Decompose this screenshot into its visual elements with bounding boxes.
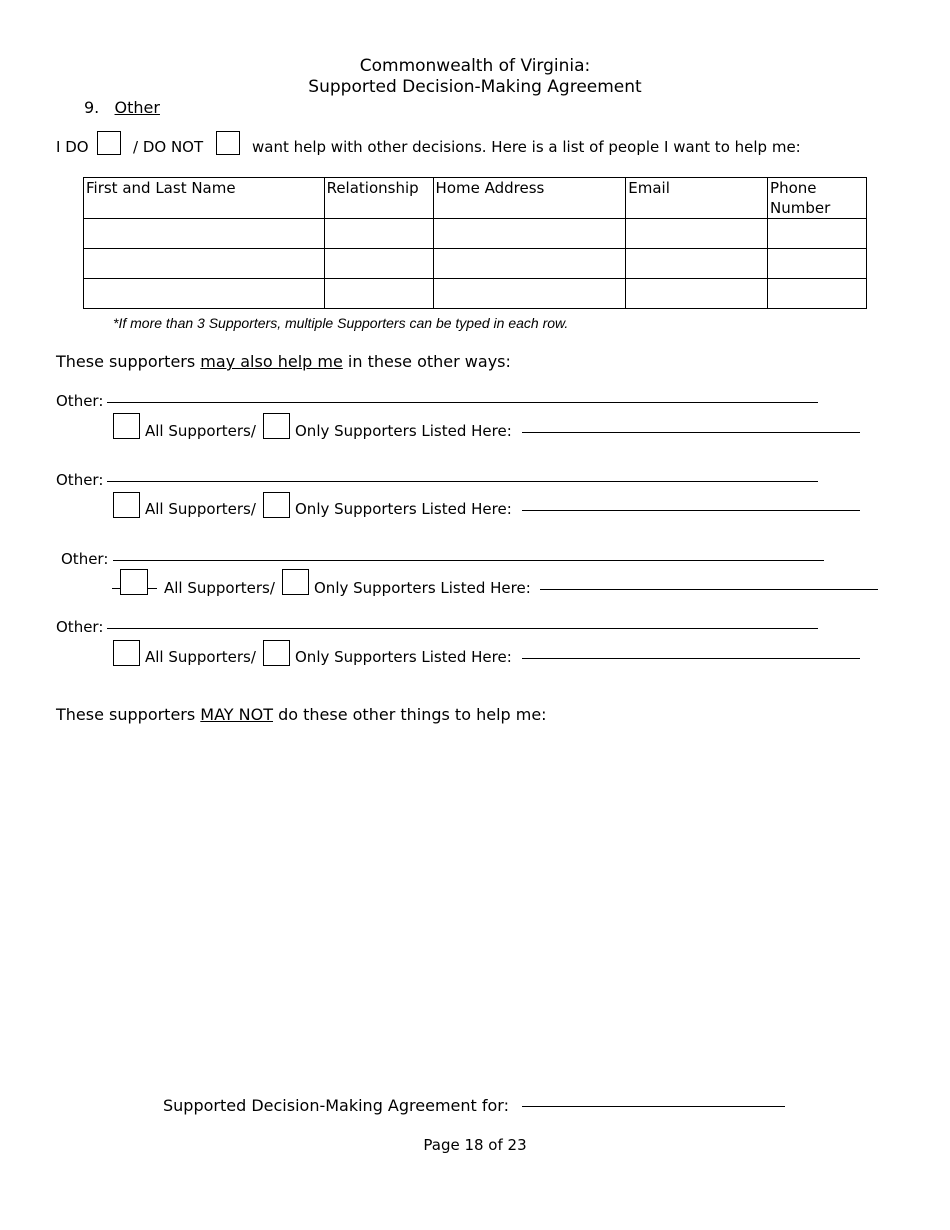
table-header-row xyxy=(84,178,867,219)
all-supporters-checkbox[interactable] xyxy=(113,413,140,439)
header-relationship: Relationship xyxy=(324,178,433,219)
only-supporters-checkbox[interactable] xyxy=(263,492,290,518)
supporters-table xyxy=(83,177,867,309)
cell-email[interactable] xyxy=(626,249,768,279)
only-supporters-label: Only Supporters Listed Here: xyxy=(295,422,512,440)
may-not-post: do these other things to help me: xyxy=(273,705,547,724)
header-address: Home Address xyxy=(433,178,626,219)
cell-email[interactable] xyxy=(626,219,768,249)
all-supporters-label: All Supporters/ xyxy=(145,422,256,440)
all-supporters-label: All Supporters/ xyxy=(145,500,256,518)
cell-address[interactable] xyxy=(433,219,626,249)
header-email: Email xyxy=(626,178,768,219)
header-name: First and Last Name xyxy=(84,178,325,219)
only-supporters-line[interactable] xyxy=(522,422,860,440)
may-not-pre: These supporters xyxy=(56,705,201,724)
cell-relationship[interactable] xyxy=(324,249,433,279)
footer-agreement-label: Supported Decision-Making Agreement for: xyxy=(163,1096,509,1115)
cell-name[interactable] xyxy=(84,249,325,279)
section-number: 9. xyxy=(84,98,100,117)
do-checkbox[interactable] xyxy=(97,131,121,155)
cell-phone[interactable] xyxy=(768,249,867,279)
other-line[interactable] xyxy=(107,392,818,410)
page-number: Page 18 of 23 xyxy=(423,1136,527,1154)
other-line[interactable] xyxy=(107,471,818,489)
header-phone: Phone Number xyxy=(768,178,867,219)
only-supporters-line[interactable] xyxy=(540,579,878,597)
do-not-label: / DO NOT xyxy=(133,138,204,156)
table-row xyxy=(84,219,867,249)
only-supporters-label: Only Supporters Listed Here: xyxy=(295,500,512,518)
all-supporters-checkbox[interactable] xyxy=(113,492,140,518)
other-line[interactable] xyxy=(107,618,818,636)
may-not-emph: MAY NOT xyxy=(200,705,273,724)
cell-name[interactable] xyxy=(84,279,325,309)
cell-relationship[interactable] xyxy=(324,219,433,249)
may-not-statement xyxy=(56,705,547,724)
do-not-checkbox[interactable] xyxy=(216,131,240,155)
help-statement: want help with other decisions. Here is a list of people I want to help me: xyxy=(252,138,801,156)
supporters-note: *If more than 3 Supporters, multiple Supporters can be typed in each row. xyxy=(113,315,569,331)
only-supporters-label: Only Supporters Listed Here: xyxy=(314,579,531,597)
only-supporters-label: Only Supporters Listed Here: xyxy=(295,648,512,666)
all-supporters-checkbox[interactable] xyxy=(120,569,148,595)
footer-agreement-line[interactable] xyxy=(522,1096,785,1114)
table-row xyxy=(84,279,867,309)
do-label: I DO xyxy=(56,138,89,156)
other-label: Other: xyxy=(56,392,104,410)
only-supporters-line[interactable] xyxy=(522,648,860,666)
may-help-pre: These supporters xyxy=(56,352,201,371)
all-supporters-label: All Supporters/ xyxy=(145,648,256,666)
cell-phone[interactable] xyxy=(768,219,867,249)
cell-email[interactable] xyxy=(626,279,768,309)
section-heading xyxy=(84,98,160,117)
cell-address[interactable] xyxy=(433,279,626,309)
only-supporters-checkbox[interactable] xyxy=(263,413,290,439)
only-supporters-checkbox[interactable] xyxy=(263,640,290,666)
cell-address[interactable] xyxy=(433,249,626,279)
all-supporters-label: All Supporters/ xyxy=(164,579,275,597)
section-title: Other xyxy=(114,98,160,117)
table-row xyxy=(84,249,867,279)
cell-relationship[interactable] xyxy=(324,279,433,309)
may-help-post: in these other ways: xyxy=(342,352,511,371)
may-help-statement xyxy=(56,352,511,371)
other-line[interactable] xyxy=(113,550,824,568)
only-supporters-checkbox[interactable] xyxy=(282,569,309,595)
other-label: Other: xyxy=(56,471,104,489)
other-label: Other: xyxy=(56,618,104,636)
header-title-line2: Supported Decision-Making Agreement xyxy=(308,77,642,97)
may-help-emph: may also help me xyxy=(200,352,343,371)
header-title-line1: Commonwealth of Virginia: xyxy=(359,56,591,76)
cell-phone[interactable] xyxy=(768,279,867,309)
other-label: Other: xyxy=(61,550,109,568)
cell-name[interactable] xyxy=(84,219,325,249)
all-supporters-checkbox[interactable] xyxy=(113,640,140,666)
only-supporters-line[interactable] xyxy=(522,500,860,518)
